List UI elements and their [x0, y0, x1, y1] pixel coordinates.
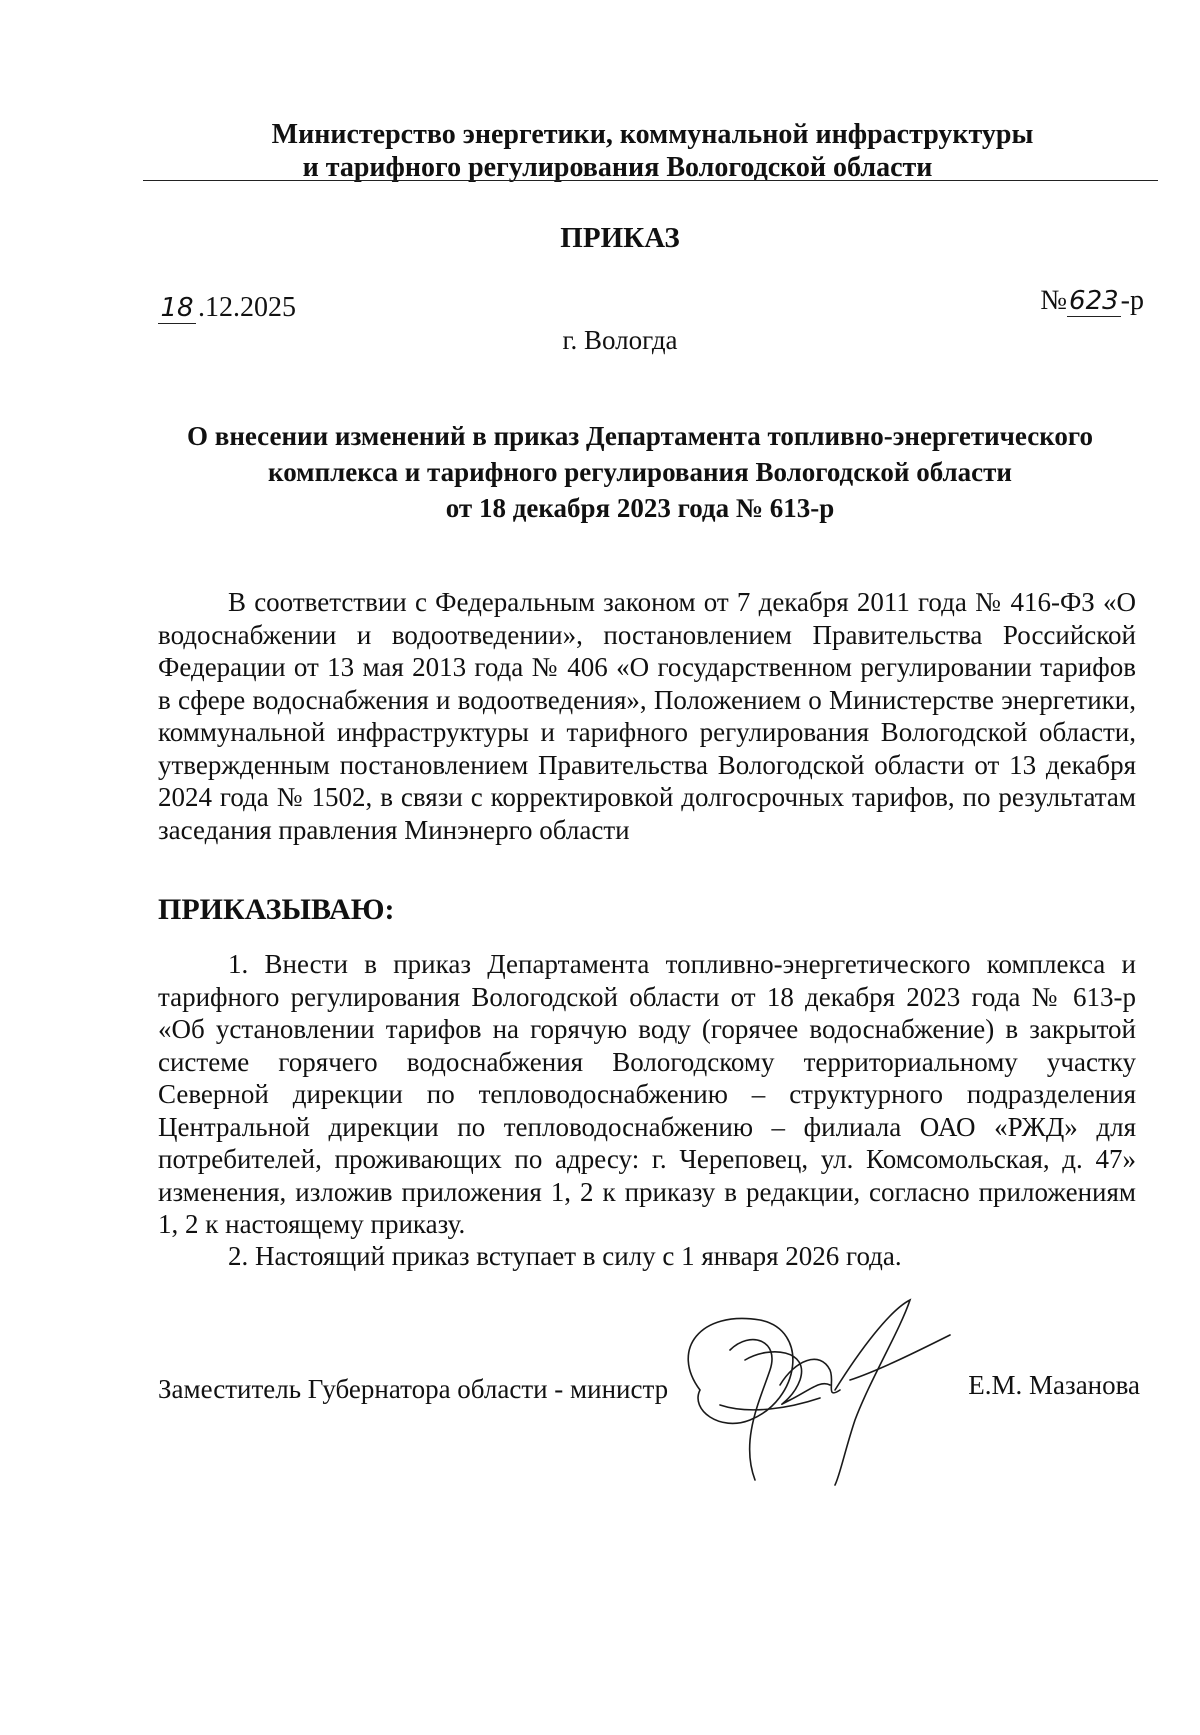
order-city: г. Вологда — [562, 325, 678, 355]
order-number-value: 623 — [1069, 286, 1119, 316]
order-item-2: 2. Настоящий приказ вступает в силу с 1 января 2026 года. — [228, 1241, 902, 1271]
decree-heading: ПРИКАЗЫВАЮ: — [158, 893, 395, 926]
order-item-1: 1. Внести в приказ Департамента топливно-энергетического комплекса и тарифного регулирования Вологодской области от 18 декабря 2023 года № 613-р «Об установлении тарифов на горячую воду (горячее водоснабжение) в закрытой системе горячего водоснабжения Вологодскому территориальному участку Северной дирекции по тепловодоснабжению – структурного подразделения Центральной дирекции по тепловодоснабжению – филиала ОАО «РЖД» для потребителей, проживающих по адресу: г. Череповец, ул. Комсомольская, д. 47» изменения, изложив приложения 1, 2 к приказу в редакции, согласно приложениям 1, 2 к настоящему приказу. — [158, 949, 1136, 1239]
subject-line1: О внесении изменений в приказ Департамента топливно-энергетического — [186, 421, 1093, 451]
ministry-header — [0, 118, 1200, 184]
order-number-prefix: № — [1040, 285, 1068, 316]
subject-line3: от 18 декабря 2023 года № 613-р — [445, 493, 835, 523]
order-date-month-year: .12.2025 — [198, 292, 296, 323]
order-number — [1040, 285, 1144, 317]
ministry-name-line1: Министерство энергетики, коммунальной инфраструктуры — [271, 119, 1034, 150]
preamble-paragraph: В соответствии с Федеральным законом от 7 декабря 2011 года № 416-ФЗ «О водоснабжении и водоотведении», постановлением Правительства Российской Федерации от 13 мая 2013 года № 406 «О государственном регулировании тарифов в сфере водоснабжения и водоотведения», Положением о Министерстве энергетики, коммунальной инфраструктуры и тарифного регулирования Вологодской области, утвержденным постановлением Правительства Вологодской области от 13 декабря 2024 года № 1502, в связи с корректировкой долгосрочных тарифов, по результатам заседания правления Минэнерго области — [158, 587, 1136, 845]
signatory-position: Заместитель Губернатора области - министр — [158, 1374, 669, 1404]
order-date — [158, 292, 296, 324]
signatory-name: Е.М. Мазанова — [968, 1370, 1140, 1400]
handwritten-signature — [660, 1290, 960, 1490]
header-divider — [143, 180, 1158, 181]
order-subject — [140, 418, 1140, 526]
order-date-day: 18 — [158, 293, 196, 324]
subject-line2: комплекса и тарифного регулирования Вологодской области — [268, 457, 1012, 487]
ministry-name-line2: и тарифного регулирования Вологодской области — [302, 152, 933, 183]
order-number-suffix: -р — [1120, 285, 1144, 316]
document-title: ПРИКАЗ — [560, 222, 680, 254]
